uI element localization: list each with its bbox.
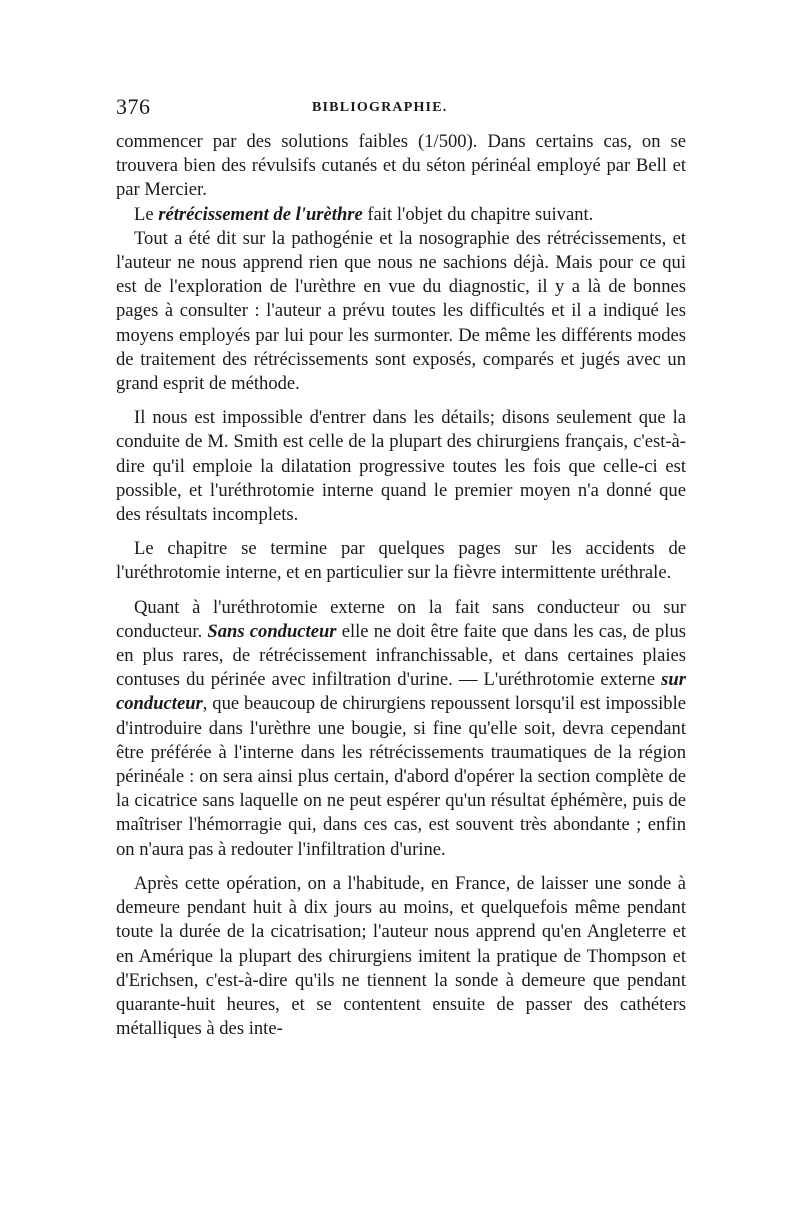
body-text <box>116 130 686 1041</box>
italic-term: sur conducteur <box>116 669 686 715</box>
paragraph-text: Après cette opération, on a l'habitude, en France, de laisser une sonde à demeure pendant huit à dix jours au moins, et quelquefois même pendant toute la durée de la cicatrisation; l'auteur nous apprend qu'en Angleterre et en Amérique la plupart des chirurgiens imitent la pratique de Thompson et d'Erichsen, c'est-à-dire qu'ils ne tiennent la sonde à demeure que pendant quarante-huit heures, et se contentent ensuite de passer des cathéters métalliques à des inte- <box>116 872 686 1040</box>
page-number: 376 <box>116 94 151 119</box>
paragraph-text: , que beaucoup de chirurgiens repoussent lorsqu'il est impossible d'introduire dans l'urèthre une bougie, si fine qu'elle soit, devra cependant être préférée à l'interne dans les rétrécissements traumatiques de la région périnéale : on sera ainsi plus certain, d'abord d'opérer la section complète de la cicatrice sans laquelle on ne peut espérer qu'un résultat éphémère, puis de maîtriser l'hémorragie qui, dans ces cas, est souvent très abondante ; enfin on n'aura pas à redouter l'infiltration d'urine. <box>116 693 686 860</box>
running-head <box>116 94 686 118</box>
running-title: BIBLIOGRAPHIE. <box>312 100 448 115</box>
paragraph-continuation <box>116 130 686 203</box>
paragraph-text: Quant à l'uréthrotomie externe on la fait sans conducteur ou sur conducteur. <box>116 596 686 642</box>
paragraph-chapter-end <box>116 537 686 585</box>
italic-term: Sans conducteur <box>207 620 337 642</box>
paragraph-text: commencer par des solutions faibles (1/500). Dans certains cas, on se trouvera bien des révulsifs cutanés et du séton périnéal employé par Bell et par Mercier. <box>116 131 686 201</box>
italic-term: rétrécissement de l'urèthre <box>158 203 363 225</box>
paragraph-text: Le <box>134 203 159 225</box>
paragraph-urethrotomie-externe <box>116 596 686 862</box>
paragraph-text: Tout a été dit sur la pathogénie et la nosographie des rétrécissements, et l'auteur ne nous apprend rien que nous ne sachions déjà. Mais pour ce qui est de l'exploration de l'urèthre en vue du diagnostic, il y a là de bonnes pages à consulter : l'auteur a prévu toutes les difficultés et il a indiqué les moyens employés par lui pour les surmonter. De même les différents modes de traitement des rétrécissements sont exposés, comparés et jugés avec un grand esprit de méthode. <box>116 227 686 395</box>
paragraph-text: Il nous est impossible d'entrer dans les détails; disons seulement que la conduite de M. Smith est celle de la plupart des chirurgiens français, c'est-à-dire qu'il emploie la dilatation progressive toutes les fois que celle-ci est possible, et l'uréthrotomie interne quand le premier moyen n'a donné que des résultats incomplets. <box>116 407 686 526</box>
paragraph-pathogenie <box>116 227 686 396</box>
paragraph-text: Le chapitre se termine par quelques pages sur les accidents de l'uréthrotomie interne, et en particulier sur la fièvre intermittente uréthrale. <box>116 538 686 584</box>
paragraph-details <box>116 406 686 527</box>
paragraph-sonde <box>116 872 686 1041</box>
paragraph-chapter-intro <box>116 203 686 227</box>
paragraph-text: fait l'objet du chapitre suivant. <box>362 203 594 225</box>
paragraph-text: elle ne doit être faite que dans les cas, de plus en plus rares, de rétrécissement infranchissable, et dans certaines plaies contuses du périnée avec infiltration d'urine. — L'uréthrotomie externe <box>116 620 687 691</box>
